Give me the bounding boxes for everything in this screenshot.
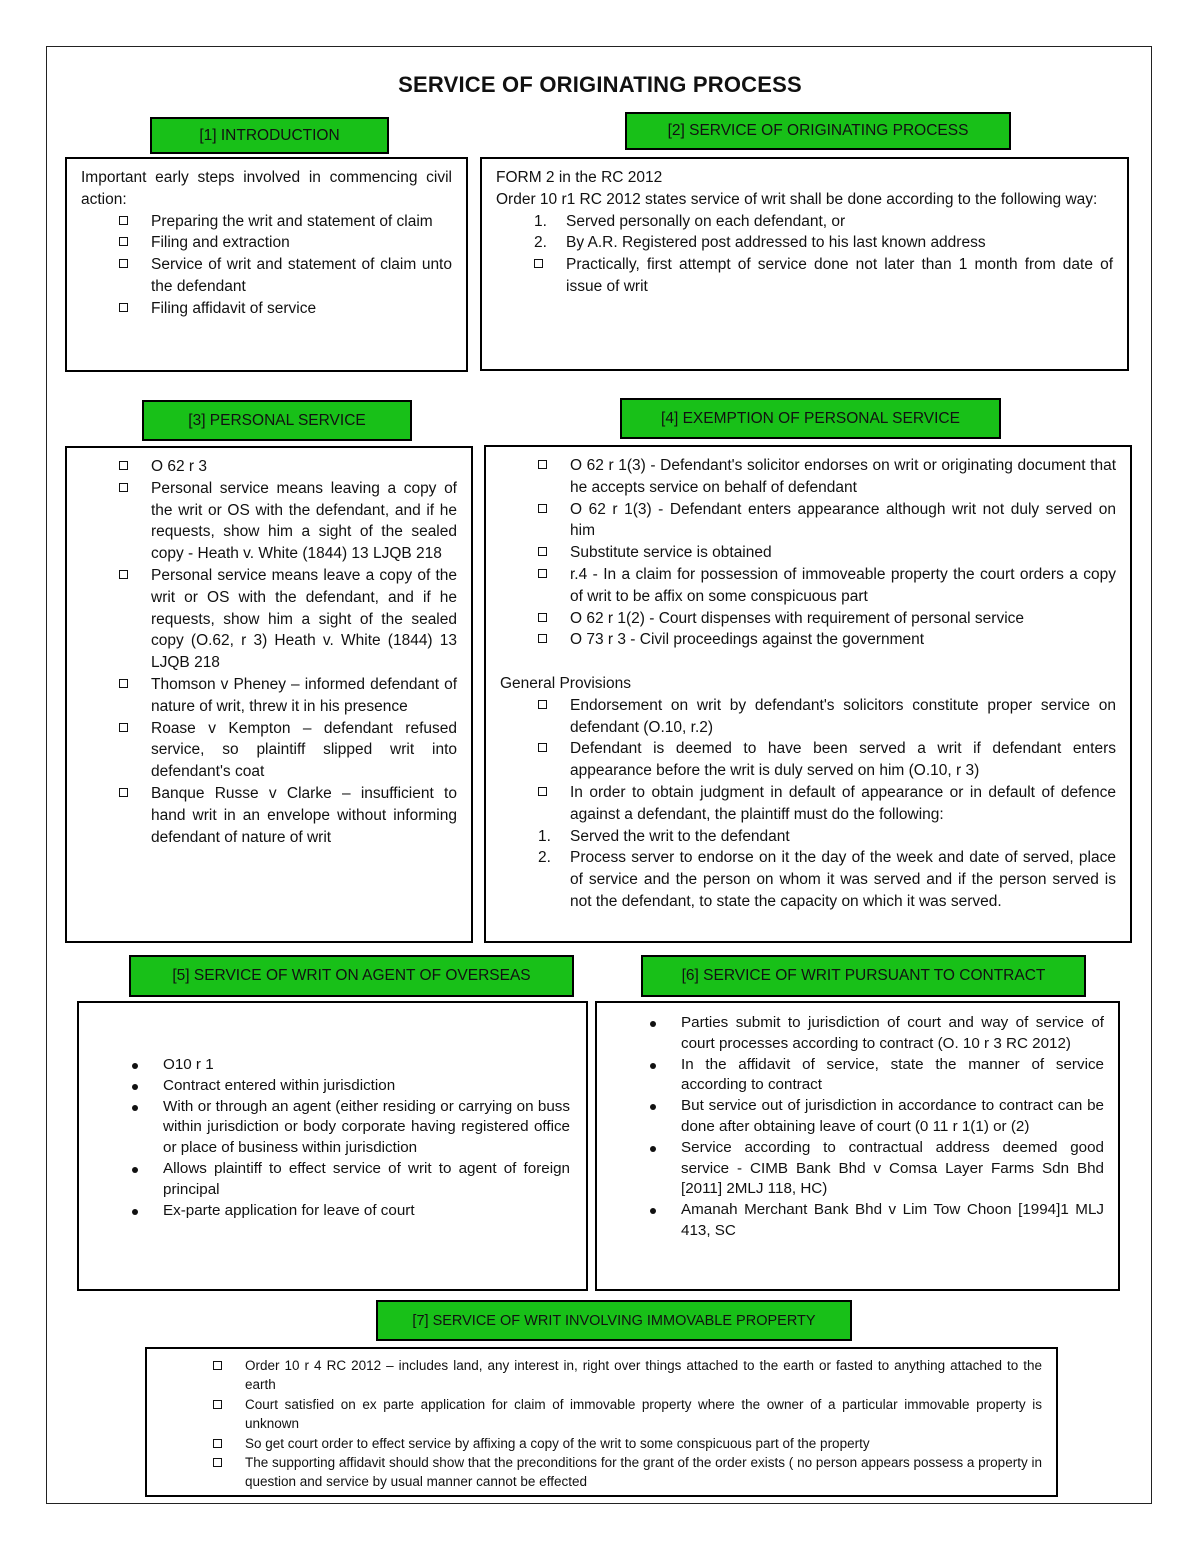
section-6-box [595, 1001, 1120, 1291]
list-item: Substitute service is obtained [500, 542, 1116, 564]
section-5-box [77, 1001, 588, 1291]
list-item: Contract entered within jurisdiction [93, 1076, 570, 1097]
section-1-box [65, 157, 468, 372]
section-3-box [65, 446, 473, 943]
general-provisions-list [500, 695, 1116, 826]
list-item: So get court order to effect service by affixing a copy of the writ to some conspicuous part of the property [161, 1434, 1042, 1453]
section-1-header: [1] INTRODUCTION [150, 117, 389, 154]
list-item: Court satisfied on ex parte application for claim of immovable property where the owner of a particular immovable property is unknown [161, 1395, 1042, 1434]
section-3-list [81, 456, 457, 848]
section-4-box [484, 445, 1132, 943]
general-provisions-numbered-list [500, 826, 1116, 913]
section-7-list [161, 1356, 1042, 1492]
list-item: With or through an agent (either residing or carrying on buss within jurisdiction or body corporate having registered office or place of business within jurisdiction [93, 1097, 570, 1159]
list-item: O10 r 1 [93, 1055, 570, 1076]
list-item: O 62 r 1(2) - Court dispenses with requirement of personal service [500, 608, 1116, 630]
section-2-line-2: Order 10 r1 RC 2012 states service of writ shall be done according to the following way: [496, 190, 1098, 208]
list-item [496, 211, 1113, 233]
list-item: In the affidavit of service, state the manner of service according to contract [611, 1055, 1104, 1097]
section-1-intro: Important early steps involved in commencing civil action: [81, 169, 452, 208]
list-item: Roase v Kempton – defendant refused service, so plaintiff slipped writ into defendant's coat [81, 718, 457, 783]
list-item: Endorsement on writ by defendant's solicitors constitute proper service on defendant (O.10, r.2) [500, 695, 1116, 739]
item-number: 1. [538, 827, 551, 845]
section-4-list [500, 455, 1116, 651]
list-item: Amanah Merchant Bank Bhd v Lim Tow Choon [1994]1 MLJ 413, SC [611, 1200, 1104, 1242]
section-6-header: [6] SERVICE OF WRIT PURSUANT TO CONTRACT [641, 955, 1086, 997]
section-1-list [81, 211, 452, 320]
page-title: SERVICE OF ORIGINATING PROCESS [398, 72, 802, 97]
item-number: 2. [538, 849, 551, 867]
list-item: Service of writ and statement of claim unto the defendant [81, 254, 452, 298]
list-item: Filing affidavit of service [81, 298, 452, 320]
list-item [500, 847, 1116, 912]
item-text: Served the writ to the defendant [570, 827, 790, 845]
list-item: O 62 r 1(3) - Defendant's solicitor endorses on writ or originating document that he accepts service on behalf of defendant [500, 455, 1116, 499]
list-item: Banque Russe v Clarke – insufficient to hand writ in an envelope without informing defendant of nature of writ [81, 783, 457, 848]
section-2-line-1: FORM 2 in the RC 2012 [496, 169, 663, 186]
list-item: r.4 - In a claim for possession of immoveable property the court orders a copy of writ to be affix on some conspicuous part [500, 564, 1116, 608]
list-item: Defendant is deemed to have been served a writ if defendant enters appearance before the writ is duly served on him (O.10, r 3) [500, 738, 1116, 782]
section-2-numbered-list [496, 211, 1113, 255]
list-item: Order 10 r 4 RC 2012 – includes land, any interest in, right over things attached to the earth or fasted to anything attached to the earth [161, 1356, 1042, 1395]
list-item: Ex-parte application for leave of court [93, 1201, 570, 1222]
item-number: 2. [534, 234, 547, 252]
list-item: Thomson v Pheney – informed defendant of nature of writ, threw it in his presence [81, 674, 457, 718]
item-text: Process server to endorse on it the day of the week and date of served, place of service and the person on whom it was served and if the person served is not the defendant, to state the capacity on which it was served. [570, 849, 1116, 910]
section-7-box [145, 1347, 1058, 1497]
list-item: But service out of jurisdiction in accordance to contract can be done after obtaining leave of court (0 11 r 1(1) or (2) [611, 1096, 1104, 1138]
list-item: In order to obtain judgment in default of appearance or in default of defence against a defendant, the plaintiff must do the following: [500, 782, 1116, 826]
section-6-list [611, 1013, 1104, 1242]
section-2-box [480, 157, 1129, 371]
list-item: Practically, first attempt of service done not later than 1 month from date of issue of writ [496, 254, 1113, 298]
section-7-header: [7] SERVICE OF WRIT INVOLVING IMMOVABLE PROPERTY [376, 1300, 852, 1341]
list-item: Filing and extraction [81, 232, 452, 254]
list-item: Personal service means leaving a copy of the writ or OS with the defendant, and if he requests, show him a sight of the sealed copy - Heath v. White (1844) 13 LJQB 218 [81, 478, 457, 565]
section-2-header: [2] SERVICE OF ORIGINATING PROCESS [625, 112, 1011, 150]
list-item: O 73 r 3 - Civil proceedings against the government [500, 629, 1116, 651]
section-5-header: [5] SERVICE OF WRIT ON AGENT OF OVERSEAS [129, 955, 574, 997]
item-text: By A.R. Registered post addressed to his last known address [566, 234, 986, 252]
list-item: Service according to contractual address deemed good service - CIMB Bank Bhd v Comsa Layer Farms Sdn Bhd [2011] 2MLJ 118, HC) [611, 1138, 1104, 1200]
list-item: O 62 r 1(3) - Defendant enters appearance although writ not duly served on him [500, 499, 1116, 543]
list-item: Parties submit to jurisdiction of court and way of service of court processes according to contract (O. 10 r 3 RC 2012) [611, 1013, 1104, 1055]
list-item: Personal service means leave a copy of the writ or OS with the defendant, and if he requests, show him a sight of the sealed copy (O.62, r 3) Heath v. White (1844) 13 LJQB 218 [81, 565, 457, 674]
item-number: 1. [534, 212, 547, 230]
section-5-list [93, 1055, 572, 1221]
item-text: Served personally on each defendant, or [566, 212, 846, 230]
section-3-header: [3] PERSONAL SERVICE [142, 400, 412, 441]
list-item: Allows plaintiff to effect service of writ to agent of foreign principal [93, 1159, 570, 1201]
list-item: Preparing the writ and statement of claim [81, 211, 452, 233]
list-item [500, 826, 1116, 848]
list-item [496, 232, 1113, 254]
general-provisions-heading: General Provisions [500, 674, 631, 692]
list-item: O 62 r 3 [81, 456, 457, 478]
list-item: The supporting affidavit should show that the preconditions for the grant of the order exists ( no person appears possess a property in question and service by usual manner cannot be effected [161, 1453, 1042, 1492]
section-4-header: [4] EXEMPTION OF PERSONAL SERVICE [620, 398, 1001, 439]
section-2-check-list [496, 254, 1113, 298]
